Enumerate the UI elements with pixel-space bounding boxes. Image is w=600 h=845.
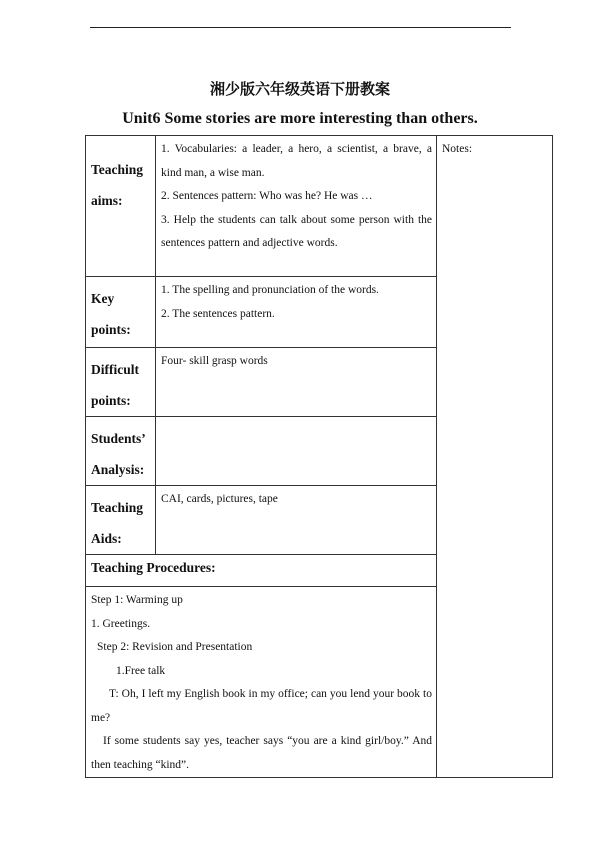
content-teaching-aims [156,136,437,277]
content-key-points [156,277,437,348]
label-line: Key [91,291,115,306]
content-difficult-points [156,348,437,417]
difficult-text: Four- skill grasp words [161,355,268,367]
content-teaching-aids [156,486,437,555]
key-point-1: 1. The spelling and pronunciation of the words. [161,284,379,296]
label-difficult-points [86,348,156,417]
label-line: Teaching [91,500,144,515]
label-teaching-aids [86,486,156,555]
label-line: Teaching [91,162,144,177]
aim-line-1: 1. Vocabularies: a leader, a hero, a scientist, a brave, a kind man, a wise man. [161,143,432,179]
aids-text: CAI, cards, pictures, tape [161,493,278,505]
label-line: points: [91,393,131,408]
notes-label: Notes: [442,143,473,155]
procedure-line: T: Oh, I left my English book in my office; can you lend your book to me? [91,688,432,724]
unit-title: Unit6 Some stories are more interesting than others. [122,110,478,127]
label-students-analysis [86,417,156,486]
content-students-analysis [156,417,437,486]
lesson-plan-table [85,135,553,778]
label-line: Analysis: [91,462,145,477]
procedure-line: Step 2: Revision and Presentation [97,641,253,653]
procedures-heading: Teaching Procedures: [86,555,437,587]
document-title-chinese: 湘少版六年级英语下册教案 [209,80,390,98]
procedure-line: If some students say yes, teacher says “you are a kind girl/boy.” And then teaching “kind”. [91,735,432,771]
label-line: aims: [91,193,123,208]
aim-line-3: 3. Help the students can talk about some person with the sentences pattern and adjective words. [161,213,432,249]
label-key-points [86,277,156,348]
label-teaching-aims [86,136,156,277]
procedures-content [86,587,437,778]
label-line: Aids: [91,531,122,546]
procedure-line: 1. Greetings. [91,617,151,630]
aim-line-2: 2. Sentences pattern: Who was he? He was … [161,190,373,202]
key-point-2: 2. The sentences pattern. [161,307,275,320]
header-rule [90,27,511,28]
notes-column [437,136,553,778]
row-teaching-aims [86,136,553,277]
label-line: Students’ [91,431,146,446]
procedure-line: 1.Free talk [116,664,166,677]
label-line: Difficult [91,362,139,377]
label-line: points: [91,322,131,337]
procedure-line: Step 1: Warming up [91,594,183,606]
